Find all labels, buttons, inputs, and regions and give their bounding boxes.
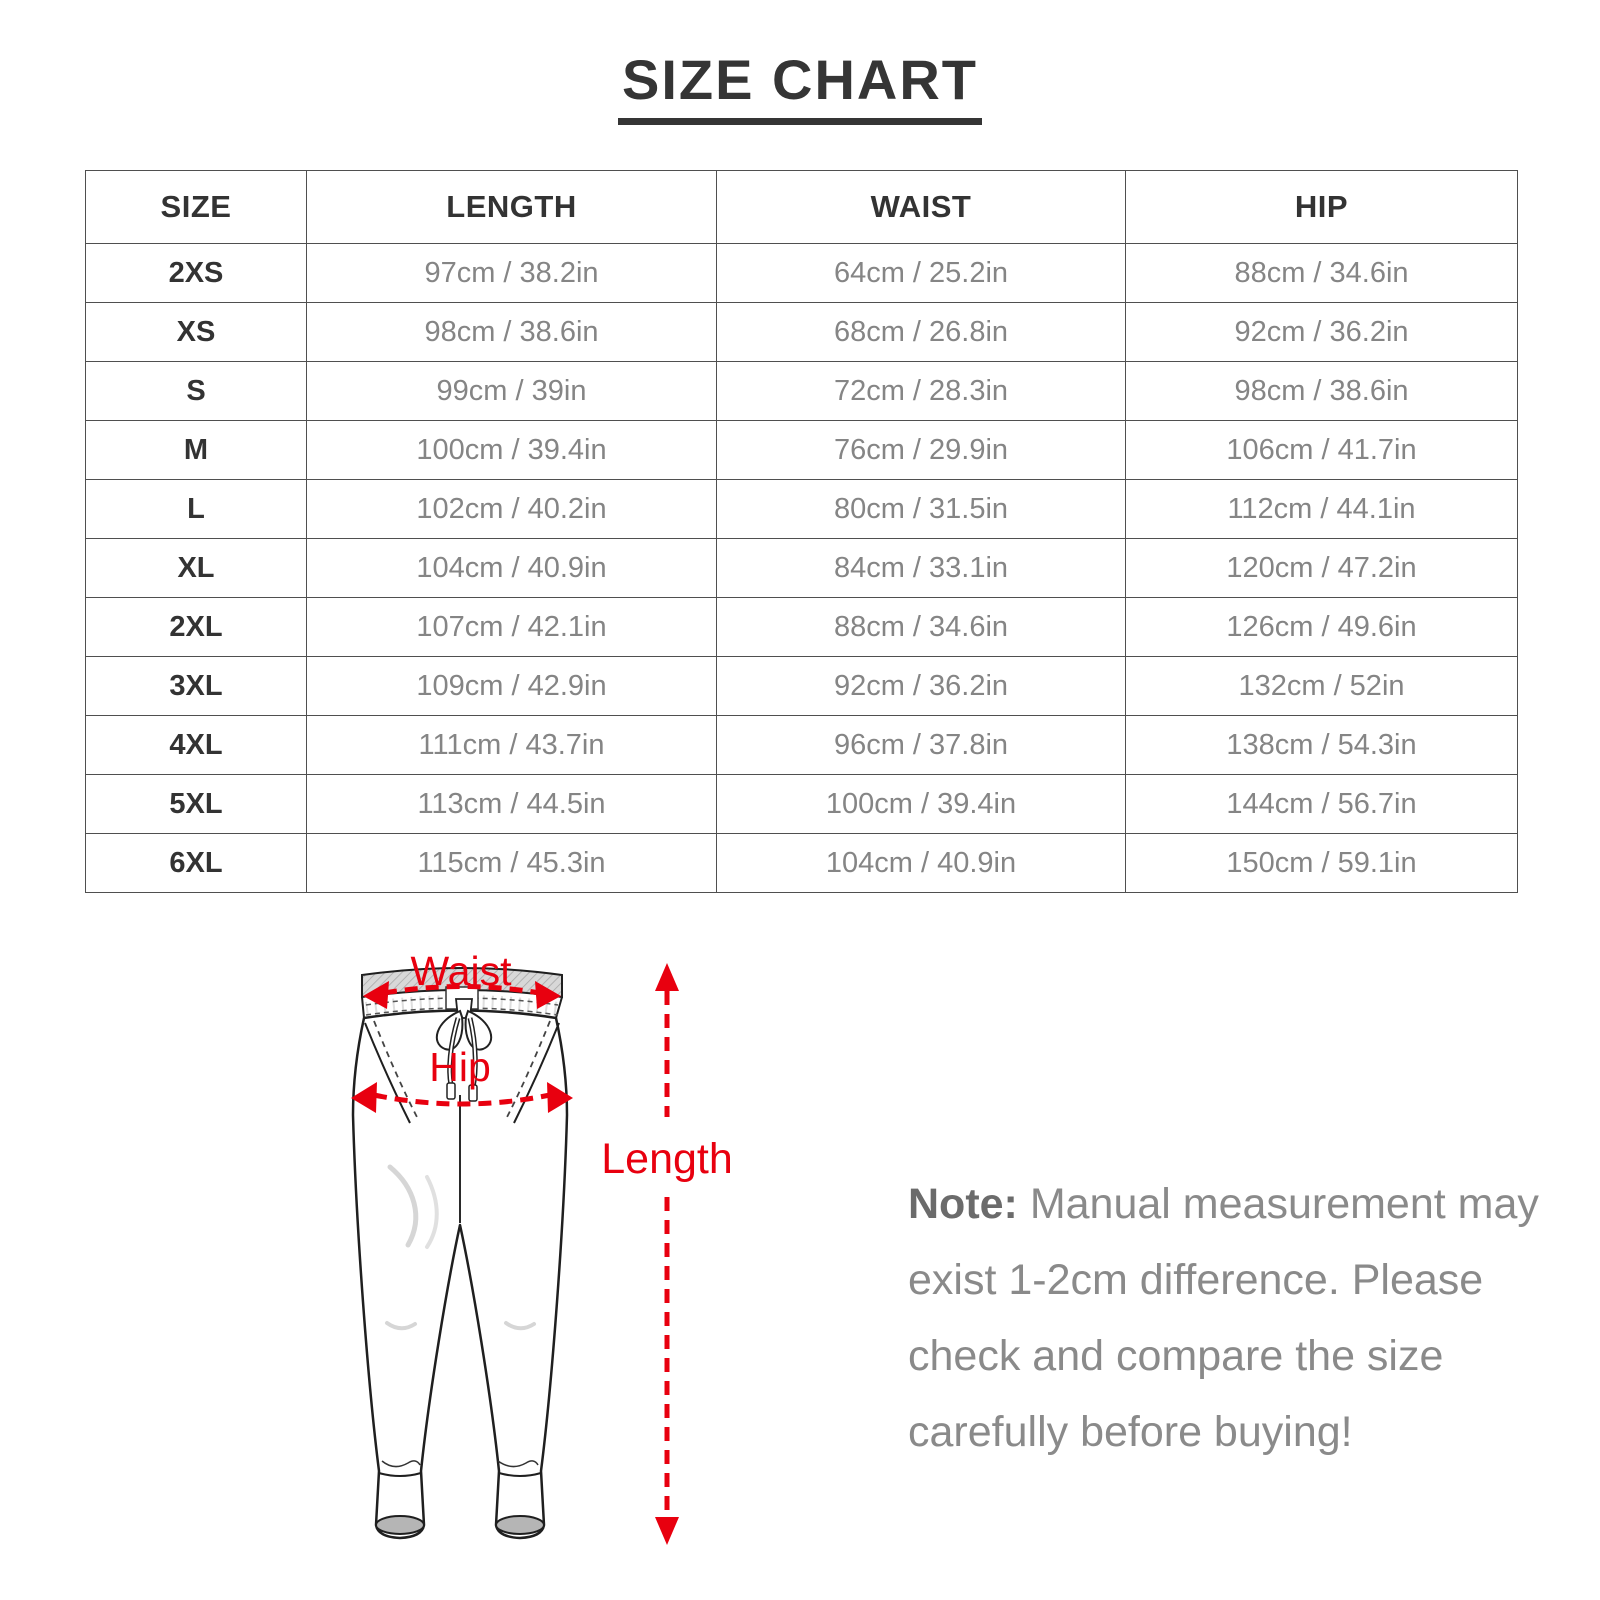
length-value: 100cm / 39.4in xyxy=(307,421,717,480)
hip-value: 112cm / 44.1in xyxy=(1126,480,1518,539)
hip-value: 138cm / 54.3in xyxy=(1126,716,1518,775)
pants-diagram-svg xyxy=(330,925,770,1575)
size-label: 4XL xyxy=(86,716,307,775)
note-line: carefully before buying! xyxy=(908,1408,1353,1456)
size-label: XS xyxy=(86,303,307,362)
size-label: S xyxy=(86,362,307,421)
waist-value: 84cm / 33.1in xyxy=(717,539,1126,598)
waist-value: 76cm / 29.9in xyxy=(717,421,1126,480)
note-line: exist 1-2cm difference. Please xyxy=(908,1256,1484,1304)
table-row xyxy=(86,362,1518,421)
waist-label: Waist xyxy=(410,948,512,994)
size-chart-table xyxy=(85,170,1518,893)
waist-value: 72cm / 28.3in xyxy=(717,362,1126,421)
note-line: check and compare the size xyxy=(908,1332,1444,1380)
hip-value: 144cm / 56.7in xyxy=(1126,775,1518,834)
table-row xyxy=(86,657,1518,716)
size-label: 2XL xyxy=(86,598,307,657)
size-label: 5XL xyxy=(86,775,307,834)
length-value: 102cm / 40.2in xyxy=(307,480,717,539)
waist-value: 100cm / 39.4in xyxy=(717,775,1126,834)
length-value: 115cm / 45.3in xyxy=(307,834,717,893)
left-cuff-opening xyxy=(376,1516,424,1534)
length-value: 99cm / 39in xyxy=(307,362,717,421)
waist-value: 104cm / 40.9in xyxy=(717,834,1126,893)
table-row xyxy=(86,421,1518,480)
note-text: Manual measurement may xyxy=(1029,1180,1539,1228)
waist-value: 68cm / 26.8in xyxy=(717,303,1126,362)
size-label: 3XL xyxy=(86,657,307,716)
table-row xyxy=(86,480,1518,539)
hip-label: Hip xyxy=(429,1044,491,1090)
pants-measurement-diagram xyxy=(330,925,770,1575)
table-row xyxy=(86,834,1518,893)
waist-value: 92cm / 36.2in xyxy=(717,657,1126,716)
length-value: 109cm / 42.9in xyxy=(307,657,717,716)
waist-value: 88cm / 34.6in xyxy=(717,598,1126,657)
length-value: 98cm / 38.6in xyxy=(307,303,717,362)
hip-value: 132cm / 52in xyxy=(1126,657,1518,716)
size-label: M xyxy=(86,421,307,480)
length-value: 111cm / 43.7in xyxy=(307,716,717,775)
size-label: 6XL xyxy=(86,834,307,893)
page-title: SIZE CHART xyxy=(618,52,982,125)
table-row xyxy=(86,775,1518,834)
length-arrow xyxy=(655,963,679,1545)
header-row xyxy=(86,171,1518,244)
hip-value: 92cm / 36.2in xyxy=(1126,303,1518,362)
waist-value: 96cm / 37.8in xyxy=(717,716,1126,775)
hip-value: 98cm / 38.6in xyxy=(1126,362,1518,421)
table-row xyxy=(86,598,1518,657)
length-value: 113cm / 44.5in xyxy=(307,775,717,834)
waist-value: 64cm / 25.2in xyxy=(717,244,1126,303)
column-header-hip: HIP xyxy=(1126,171,1518,244)
size-label: L xyxy=(86,480,307,539)
hip-value: 106cm / 41.7in xyxy=(1126,421,1518,480)
size-label: XL xyxy=(86,539,307,598)
hip-value: 126cm / 49.6in xyxy=(1126,598,1518,657)
length-label: Length xyxy=(601,1135,733,1183)
table-row xyxy=(86,539,1518,598)
measurement-note xyxy=(908,1166,1539,1470)
waist-value: 80cm / 31.5in xyxy=(717,480,1126,539)
table-row xyxy=(86,303,1518,362)
column-header-waist: WAIST xyxy=(717,171,1126,244)
note-line xyxy=(908,1166,1539,1242)
note-label: Note: xyxy=(908,1180,1018,1228)
right-cuff-opening xyxy=(496,1516,544,1534)
size-label: 2XS xyxy=(86,244,307,303)
hip-value: 150cm / 59.1in xyxy=(1126,834,1518,893)
length-value: 104cm / 40.9in xyxy=(307,539,717,598)
length-value: 107cm / 42.1in xyxy=(307,598,717,657)
column-header-length: LENGTH xyxy=(307,171,717,244)
column-header-size: SIZE xyxy=(86,171,307,244)
hip-value: 120cm / 47.2in xyxy=(1126,539,1518,598)
table-row xyxy=(86,716,1518,775)
length-value: 97cm / 38.2in xyxy=(307,244,717,303)
table-row xyxy=(86,244,1518,303)
hip-value: 88cm / 34.6in xyxy=(1126,244,1518,303)
